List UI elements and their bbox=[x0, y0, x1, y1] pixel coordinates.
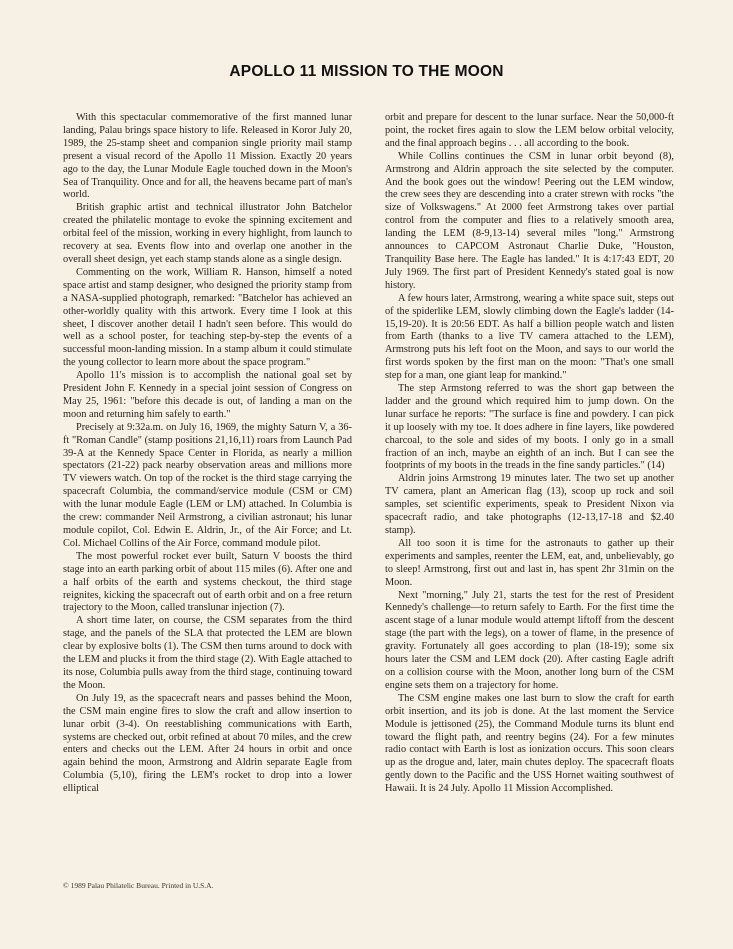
paragraph: The CSM engine makes one last burn to slow the craft for earth orbit insertion, and its job is done. At the last moment the Service Module is jettisoned (25), the Command Module turns its blunt end toward the flight path, and reentry begins (24). For a few minutes radio contact with Earth is lost as ionization occurs. This soon clears up as the drogue and, later, main chutes deploy. The spacecraft floats gently down to the Pacific and the USS Hornet waiting southwest of Hawaii. It is 24 July. Apollo 11 Mission Accomplished. bbox=[385, 692, 674, 795]
paragraph: While Collins continues the CSM in lunar orbit beyond (8), Armstrong and Aldrin approach the site selected by the computer. And the book goes out the window! Peering out the LEM window, the crew sees they are descending into a crater strewn with rocks "the size of Volkswagens." At 2000 feet Armstrong takes over partial control from the computer and flies to a relatively smooth area, landing the LEM (8-9,13-14) several miles "long." Armstrong announces to CAPCOM Astronaut Charlie Duke, "Houston, Tranquility Base here. The Eagle has landed." It is 4:17:43 EDT, 20 July 1969. The first part of President Kennedy's stated goal is now history. bbox=[385, 150, 674, 291]
paragraph: A short time later, on course, the CSM separates from the third stage, and the panels of the SLA that protected the LEM are blown clear by explosive bolts (1). The CSM then turns around to dock with the LEM and plucks it from the third stage (2). With Eagle attached to its nose, Columbia pulls away from the third stage, continuing toward the Moon. bbox=[63, 615, 352, 691]
paragraph: A few hours later, Armstrong, wearing a white space suit, steps out of the spiderlike LEM, slowly climbing down the Eagle's ladder (14-15,19-20). It is 20:56 EDT. As half a billion people watch and listen from Earth (thanks to a live TV camera attached to the LEM), Armstrong puts his left foot on the Moon, and says to our world the first words spoken by the first man on the moon: "That's one small step for a man, one giant leap for mankind." bbox=[385, 292, 674, 382]
paragraph: On July 19, as the spacecraft nears and passes behind the Moon, the CSM main engine fires to slow the craft and allow insertion to lunar orbit (3-4). On reestablishing communications with Earth, systems are checked out, orbit refined at about 70 miles, and the crew enters and checks out the LEM. After 24 hours in orbit and once again behind the moon, Armstrong and Aldrin separate Eagle from Columbia (5,10), firing the LEM's rocket to drop into a lower elliptical bbox=[63, 692, 352, 795]
paragraph: With this spectacular commemorative of the first manned lunar landing, Palau brings space history to life. Released in Koror July 20, 1989, the 25-stamp sheet and companion single priority mail stamp present a visual record of the Apollo 11 Mission. Exactly 20 years ago to the day, the Lunar Module Eagle touched down in the Moon's Sea of Tranquility. Once and for all, the heavens became part of man's world. bbox=[63, 112, 352, 201]
copyright-footer: © 1989 Palau Philatelic Bureau. Printed in U.S.A. bbox=[63, 881, 214, 890]
paragraph: Commenting on the work, William R. Hanson, himself a noted space artist and stamp designer, who designed the priority stamp from a NASA-supplied photograph, remarked: "Batchelor has achieved an other-worldly quality with this artwork. Every time I look at this sheet, I discover another detail I hadn't seen before. This would do well as a school poster, for teaching step-by-step the events of a successful moon-landing mission. In a stamp album it could stimulate the young collector to learn more about the space program." bbox=[63, 266, 352, 369]
paragraph: Precisely at 9:32a.m. on July 16, 1969, the mighty Saturn V, a 36-ft "Roman Candle" (stamp positions 21,16,11) roars from Launch Pad 39-A at the Kennedy Space Center in Florida, as nearly a million spectators (21-22) pack nearby observation areas and millions more TV viewers watch. On top of the rocket is the third stage carrying the spacecraft Columbia, the command/service module (CSM or CM) with the lunar module Eagle (LEM or LM) attached. In Columbia is the crew: commander Neil Armstrong, a civilian astronaut; his lunar module copilot, Col. Edwin E. Aldrin, Jr., of the Air Force; and Lt. Col. Michael Collins of the Air Force, command module pilot. bbox=[63, 421, 352, 549]
page-title: APOLLO 11 MISSION TO THE MOON bbox=[229, 63, 504, 80]
paragraph: British graphic artist and technical illustrator John Batchelor created the philatelic montage to evoke the spinning excitement and orbital feel of the mission, working in every highlight, from launch to recovery at sea. Events flow into and overlap one another in the overall sheet design, yet each stamp stands alone as a single design. bbox=[63, 202, 352, 265]
right-column bbox=[385, 112, 674, 796]
paragraph: All too soon it is time for the astronauts to gather up their experiments and samples, reenter the LEM, eat, and, unbelievably, go to sleep! Armstrong, first out and last in, has spent 2hr 31min on the Moon. bbox=[385, 537, 674, 588]
paragraph-continuation: orbit and prepare for descent to the lunar surface. Near the 50,000-ft point, the rocket fires again to slow the LEM below orbital velocity, and the final approach begins . . . all according to the book. bbox=[385, 112, 674, 149]
paragraph: Aldrin joins Armstrong 19 minutes later. The two set up another TV camera, plant an American flag (13), scoop up rock and soil samples, set scientific experiments, speak to President Nixon via spacecraft radio, and take photographs (12-13,17-18 and $2.40 stamp). bbox=[385, 473, 674, 536]
left-column bbox=[63, 112, 352, 796]
paragraph: Apollo 11's mission is to accomplish the national goal set by President John F. Kennedy in a special joint session of Congress on May 25, 1961: "before this decade is out, of landing a man on the moon and returning him safely to earth." bbox=[63, 370, 352, 420]
paragraph: The step Armstong referred to was the short gap between the ladder and the ground which required him to jump down. On the lunar surface he reports: "The surface is fine and powdery. I can pick it up loosely with my toe. It does adhere in fine layers, like powdered charcoal, to the sole and sides of my boots. I only go in a small fraction of an inch, maybe an eighth of an inch. But I can see the footprints of my boots in the treads in the fine sandy particles." (14) bbox=[385, 383, 674, 472]
paragraph: Next "morning," July 21, starts the test for the rest of President Kennedy's challenge—to return safely to Earth. For the first time the ascent stage of a lunar module would attempt liftoff from the descent stage (the part with the legs), on a tower of flame, in the presence of gravity. Fortunately all goes according to plan (18-19); some six hours later the CSM and LEM dock (20). After casting Eagle adrift on a collision course with the Moon, another long burn of the CSM engine sets them on a trajectory for home. bbox=[385, 589, 674, 691]
text-columns bbox=[63, 112, 674, 796]
paragraph: The most powerful rocket ever built, Saturn V boosts the third stage into an earth parking orbit of about 115 miles (6). After one and a half orbits of the earth and systems checkout, the third stage reignites, kicking the spacecraft out of earth orbit and on a free return trajectory to the Moon, called translunar injection (7). bbox=[63, 550, 352, 614]
